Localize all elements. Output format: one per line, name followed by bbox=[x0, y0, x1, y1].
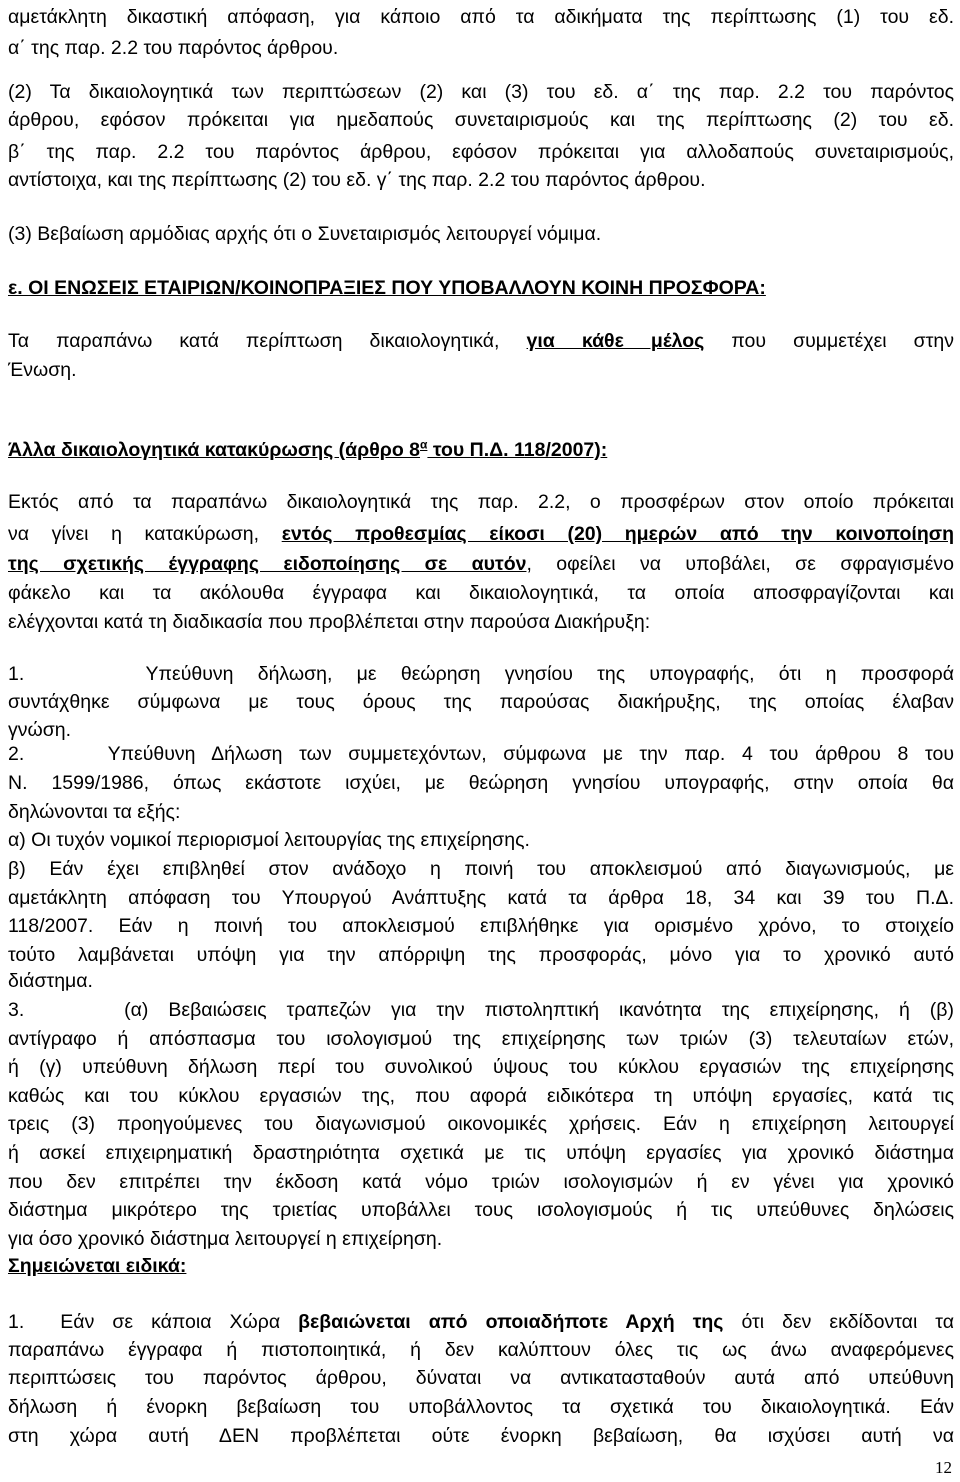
text-segment: (3) Βεβαίωση αρμόδιας αρχής ότι ο Συνεταιρισμός λειτουργεί νόμιμα. bbox=[8, 223, 602, 245]
text-segment: καθώς και του κύκλου εργασιών της, που αφορά ειδικότερα τη υπόψη εργασίες, κατά τις bbox=[8, 1085, 954, 1107]
text-segment: 3. (α) Βεβαιώσεις τραπεζών για την πιστοληπτική ικανότητα της επιχείρησης, ή (β) bbox=[8, 999, 954, 1021]
text-line bbox=[8, 998, 954, 1022]
text-line bbox=[8, 1366, 954, 1390]
text-segment: α) Οι τυχόν νομικοί περιορισμοί λειτουργίας της επιχείρησης. bbox=[8, 829, 530, 851]
text-line bbox=[8, 222, 601, 246]
text-line bbox=[8, 438, 607, 462]
text-segment: που δεν επιτρέπει την έκδοση κατά νόμο τριών ισολογισμών ή εν γένει για χρονικό bbox=[8, 1171, 954, 1193]
text-segment: γνώση. bbox=[8, 719, 72, 741]
text-segment: παραπάνω έγγραφα ή πιστοποιητικά, ή δεν καλύπτουν όλες τις ως άνω αναφερόμενες bbox=[8, 1339, 954, 1361]
text-segment: δηλώνονται τα εξής: bbox=[8, 801, 181, 823]
text-segment: να γίνει η κατακύρωση, bbox=[8, 523, 282, 545]
text-line bbox=[8, 36, 338, 60]
text-segment: αμετάκλητη απόφαση του Υπουργού Ανάπτυξης κατά τα άρθρα 18, 34 και 39 του Π.Δ. bbox=[8, 887, 954, 909]
text-segment: ή ασκεί επιχειρηματική δραστηριότητα σχετικά με τις υπόψη εργασίες για χρονικό διάστημα bbox=[8, 1142, 954, 1164]
text-segment: ή (γ) υπεύθυνη δήλωση περί του συνολικού ύψους του κύκλου εργασιών της επιχείρησης bbox=[8, 1056, 954, 1078]
emphasized-text: για κάθε μέλος bbox=[526, 330, 705, 352]
text-segment: άρθρου, εφόσον πρόκειται για ημεδαπούς συνεταιρισμούς και της περίπτωσης (2) του εδ. bbox=[8, 109, 954, 131]
text-line bbox=[8, 168, 706, 192]
text-segment: 118/2007. Εάν η ποινή του αποκλεισμού επιβλήθηκε για ορισμένο χρόνο, το στοιχείο bbox=[8, 915, 954, 937]
text-line bbox=[8, 490, 954, 514]
text-segment: που συμμετέχει στην bbox=[704, 330, 955, 352]
text-segment: στη χώρα αυτή ΔΕΝ προβλέπεται ούτε ένορκη βεβαίωση, θα ισχύσει αυτή να bbox=[8, 1425, 954, 1447]
text-line bbox=[8, 771, 954, 795]
text-line bbox=[8, 108, 954, 132]
text-line bbox=[8, 5, 954, 29]
text-segment: 1. Υπεύθυνη δήλωση, με θεώρηση γνησίου της υπογραφής, ότι η προσφορά bbox=[8, 663, 954, 685]
text-line bbox=[8, 1055, 954, 1079]
emphasized-text: βεβαιώνεται από οποιαδήποτε Αρχή της bbox=[298, 1311, 724, 1333]
text-segment: περιπτώσεις του παρόντος άρθρου, δύναται να αντικατασταθούν αυτά από υπεύθυνη bbox=[8, 1367, 954, 1389]
text-line bbox=[8, 329, 954, 353]
text-segment: β΄ της παρ. 2.2 του παρόντος άρθρου, εφόσον πρόκειται για αλλοδαπούς συνεταιρισμούς, bbox=[8, 141, 954, 163]
text-segment: Ν. 1599/1986, όπως εκάστοτε ισχύει, με θεώρηση γνησίου υπογραφής, στην οποία θα bbox=[8, 772, 954, 794]
emphasized-text: της σχετικής έγγραφης ειδοποίησης σε αυτόν bbox=[8, 553, 527, 575]
text-line bbox=[8, 943, 954, 967]
text-segment: Εκτός από τα παραπάνω δικαιολογητικά της παρ. 2.2, ο προσφέρων στον οποίο πρόκειται bbox=[8, 491, 954, 513]
text-segment: δήλωση ή ένορκη βεβαίωση του υποβάλλοντος τα σχετικά του δικαιολογητικά. Εάν bbox=[8, 1396, 954, 1418]
text-line bbox=[8, 1395, 954, 1419]
emphasized-text: εντός προθεσμίας είκοσι (20) ημερών από την κοινοποίηση bbox=[281, 523, 954, 545]
text-line bbox=[8, 1084, 954, 1108]
text-segment: 2. Υπεύθυνη Δήλωση των συμμετεχόντων, σύμφωνα με την παρ. 4 του άρθρου 8 του bbox=[8, 743, 954, 765]
text-line bbox=[8, 1254, 186, 1278]
text-segment: για όσο χρονικό διάστημα λειτουργεί η επιχείρηση. bbox=[8, 1228, 443, 1250]
text-line bbox=[8, 857, 954, 881]
text-segment: Ένωση. bbox=[8, 359, 77, 381]
text-segment: Τα παραπάνω κατά περίπτωση δικαιολογητικά, bbox=[8, 330, 527, 352]
text-segment: , οφείλει να υποβάλει, σε σφραγισμένο bbox=[526, 553, 955, 575]
text-segment: διάστημα. bbox=[8, 970, 93, 992]
text-line bbox=[8, 914, 954, 938]
text-segment: (2) Τα δικαιολογητικά των περιπτώσεων (2) και (3) του εδ. α΄ της παρ. 2.2 του παρόντος bbox=[8, 81, 954, 103]
text-segment: τούτο λαμβάνεται υπόψη για την απόρριψη της προσφοράς, μόνο για το χρονικό αυτό bbox=[8, 944, 954, 966]
text-line bbox=[8, 886, 954, 910]
text-line bbox=[8, 522, 954, 546]
text-segment: διάστημα μικρότερο της τριετίας υποβάλλει τους ισολογισμούς ή τις υπεύθυνες δηλώσεις bbox=[8, 1199, 954, 1221]
text-segment: αντίγραφο ή απόσπασμα του ισολογισμού της επιχείρησης των τριών (3) τελευταίων ετών, bbox=[8, 1028, 954, 1050]
text-segment: φάκελο και τα ακόλουθα έγγραφα και δικαιολογητικά, τα οποία αποσφραγίζονται και bbox=[8, 582, 954, 604]
emphasized-text: του Π.Δ. 118/2007): bbox=[427, 439, 608, 461]
text-segment: ελέγχονται κατά τη διαδικασία που προβλέπεται στην παρούσα Διακήρυξη: bbox=[8, 611, 651, 633]
text-line bbox=[8, 610, 650, 634]
text-line bbox=[8, 690, 954, 714]
text-segment: αντίστοιχα, και της περίπτωσης (2) του εδ. γ΄ της παρ. 2.2 του παρόντος άρθρου. bbox=[8, 169, 706, 191]
text-line bbox=[8, 828, 530, 852]
text-line bbox=[8, 1198, 954, 1222]
text-line bbox=[8, 1424, 954, 1448]
text-line bbox=[8, 800, 180, 824]
text-line bbox=[8, 1338, 954, 1362]
page-number: 12 bbox=[935, 1458, 952, 1477]
text-line bbox=[8, 1141, 954, 1165]
emphasized-text: Σημειώνεται ειδικά: bbox=[8, 1255, 187, 1277]
text-segment: συντάχθηκε σύμφωνα με τους όρους της παρούσας διακήρυξης, της οποίας έλαβαν bbox=[8, 691, 954, 713]
text-line bbox=[8, 581, 954, 605]
text-line bbox=[8, 1310, 954, 1334]
emphasized-text: Άλλα δικαιολογητικά κατακύρωσης (άρθρο 8 bbox=[8, 439, 421, 461]
text-line bbox=[8, 276, 766, 300]
text-line bbox=[8, 662, 954, 686]
text-line bbox=[8, 1112, 954, 1136]
text-line bbox=[8, 969, 93, 993]
text-line bbox=[8, 140, 954, 164]
text-line bbox=[8, 80, 954, 104]
text-line bbox=[8, 552, 954, 576]
text-segment: ότι δεν εκδίδονται τα bbox=[723, 1311, 954, 1333]
text-line bbox=[8, 718, 71, 742]
text-line bbox=[8, 1170, 954, 1194]
text-segment: β) Εάν έχει επιβληθεί στον ανάδοχο η ποινή του αποκλεισμού από διαγωνισμούς, με bbox=[8, 858, 954, 880]
text-line bbox=[8, 1027, 954, 1051]
text-line bbox=[8, 1227, 442, 1251]
text-line bbox=[8, 742, 954, 766]
text-line bbox=[8, 358, 77, 382]
text-segment: τρεις (3) προηγούμενες του διαγωνισμού οικονομικές χρήσεις. Εάν η επιχείρηση λειτουργεί bbox=[8, 1113, 954, 1135]
text-segment: 1. Εάν σε κάποια Χώρα bbox=[8, 1311, 299, 1333]
emphasized-text: ε. ΟΙ ΕΝΩΣΕΙΣ ΕΤΑΙΡΙΩΝ/ΚΟΙΝΟΠΡΑΞΙΕΣ ΠΟΥ ΥΠΟΒΑΛΛΟΥΝ ΚΟΙΝΗ ΠΡΟΣΦΟΡΑ: bbox=[8, 277, 766, 299]
text-segment: αμετάκλητη δικαστική απόφαση, για κάποιο από τα αδικήματα της περίπτωσης (1) του εδ. bbox=[8, 6, 954, 28]
superscript: α bbox=[420, 437, 428, 452]
text-segment: α΄ της παρ. 2.2 του παρόντος άρθρου. bbox=[8, 37, 339, 59]
